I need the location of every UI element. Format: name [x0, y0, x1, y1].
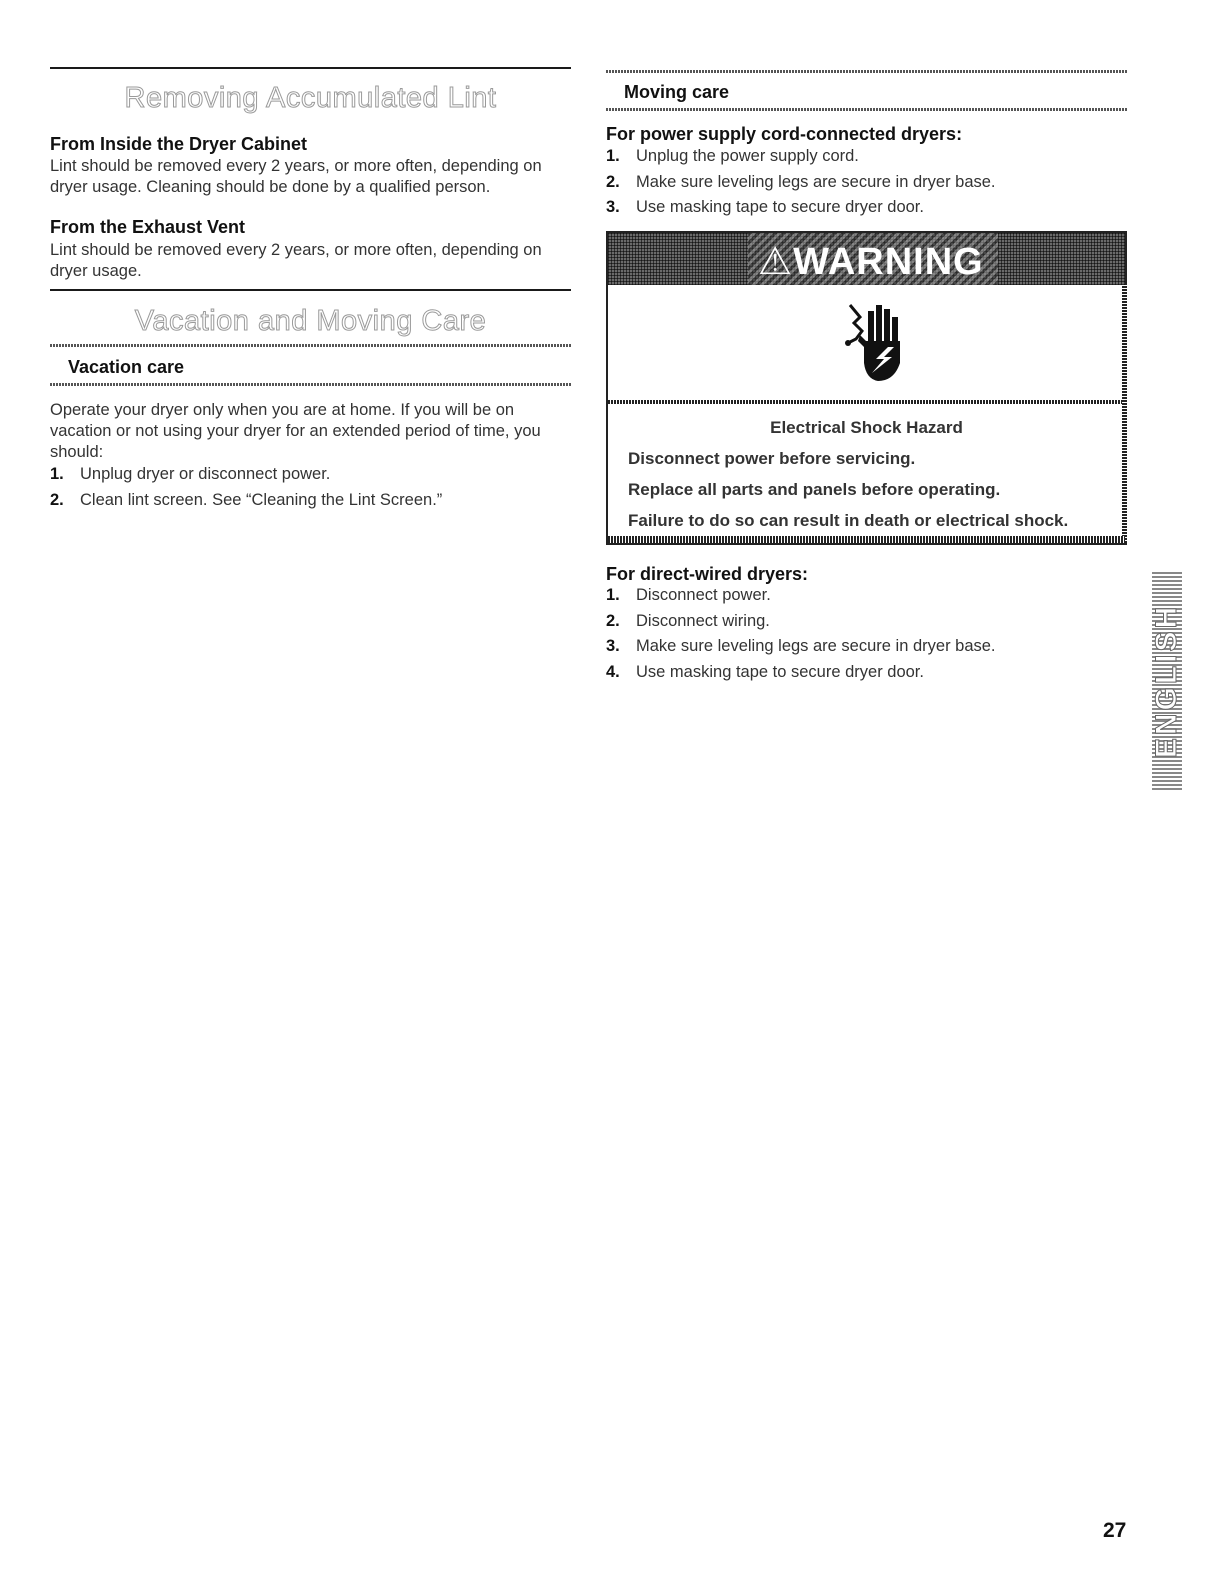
warning-banner: [608, 233, 1125, 285]
list-item: 3. Make sure leveling legs are secure in dryer base.: [606, 637, 996, 655]
list-item: 3. Use masking tape to secure dryer door.: [606, 198, 924, 216]
section-title-removing-lint: Removing Accumulated Lint: [124, 82, 497, 114]
cord-connected-steps: [606, 144, 1127, 221]
list-item: 1. Unplug the power supply cord.: [606, 147, 859, 165]
vacation-steps: [50, 462, 571, 513]
divider: [50, 67, 571, 69]
divider: [50, 289, 571, 291]
body-inside-cabinet: Lint should be removed every 2 years, or more often, depending on dryer usage. Cleaning should be done by a qualified person.: [50, 157, 542, 196]
body-vacation-care: Operate your dryer only when you are at home. If you will be on vacation or not using your dryer for an extended period of time, you should:: [50, 401, 541, 461]
electrical-shock-hand-icon: [838, 301, 908, 396]
dotted-rule: [50, 344, 571, 347]
dotted-rule: [606, 108, 1127, 111]
direct-wired-steps: [606, 583, 1127, 685]
list-item: 1. Disconnect power.: [606, 586, 771, 604]
list-item: 2. Disconnect wiring.: [606, 611, 770, 630]
warning-triangle-icon: ⚠: [758, 241, 794, 283]
list-item: 2. Make sure leveling legs are secure in dryer base.: [606, 172, 996, 191]
warning-separator: [608, 400, 1125, 404]
body-exhaust-vent: Lint should be removed every 2 years, or more often, depending on dryer usage.: [50, 241, 542, 280]
heading-cord-connected: For power supply cord-connected dryers:: [606, 124, 963, 144]
heading-direct-wired: For direct-wired dryers:: [606, 564, 809, 584]
dotted-rule: [50, 383, 571, 386]
language-side-tab: ENGLISH: [1152, 572, 1182, 790]
section-title-vacation-moving: Vacation and Moving Care: [134, 305, 487, 337]
dotted-rule: [606, 70, 1127, 73]
heading-exhaust-vent: From the Exhaust Vent: [50, 217, 246, 237]
list-item: 1. Unplug dryer or disconnect power.: [50, 465, 331, 483]
warning-box: [606, 231, 1127, 545]
heading-vacation-care: Vacation care: [68, 357, 185, 377]
heading-inside-cabinet: From Inside the Dryer Cabinet: [50, 134, 308, 154]
hazard-title: Electrical Shock Hazard: [770, 418, 963, 437]
heading-moving-care: Moving care: [624, 82, 730, 102]
warning-line: Disconnect power before servicing.: [628, 449, 916, 468]
page-number: 27: [1103, 1519, 1127, 1542]
list-item: 4. Use masking tape to secure dryer door.: [606, 662, 924, 681]
warning-line: Replace all parts and panels before operating.: [628, 480, 1001, 499]
warning-label: ⚠WARNING: [758, 241, 984, 283]
list-item: 2. Clean lint screen. See “Cleaning the Lint Screen.”: [50, 490, 443, 509]
warning-line: Failure to do so can result in death or electrical shock.: [628, 511, 1069, 530]
